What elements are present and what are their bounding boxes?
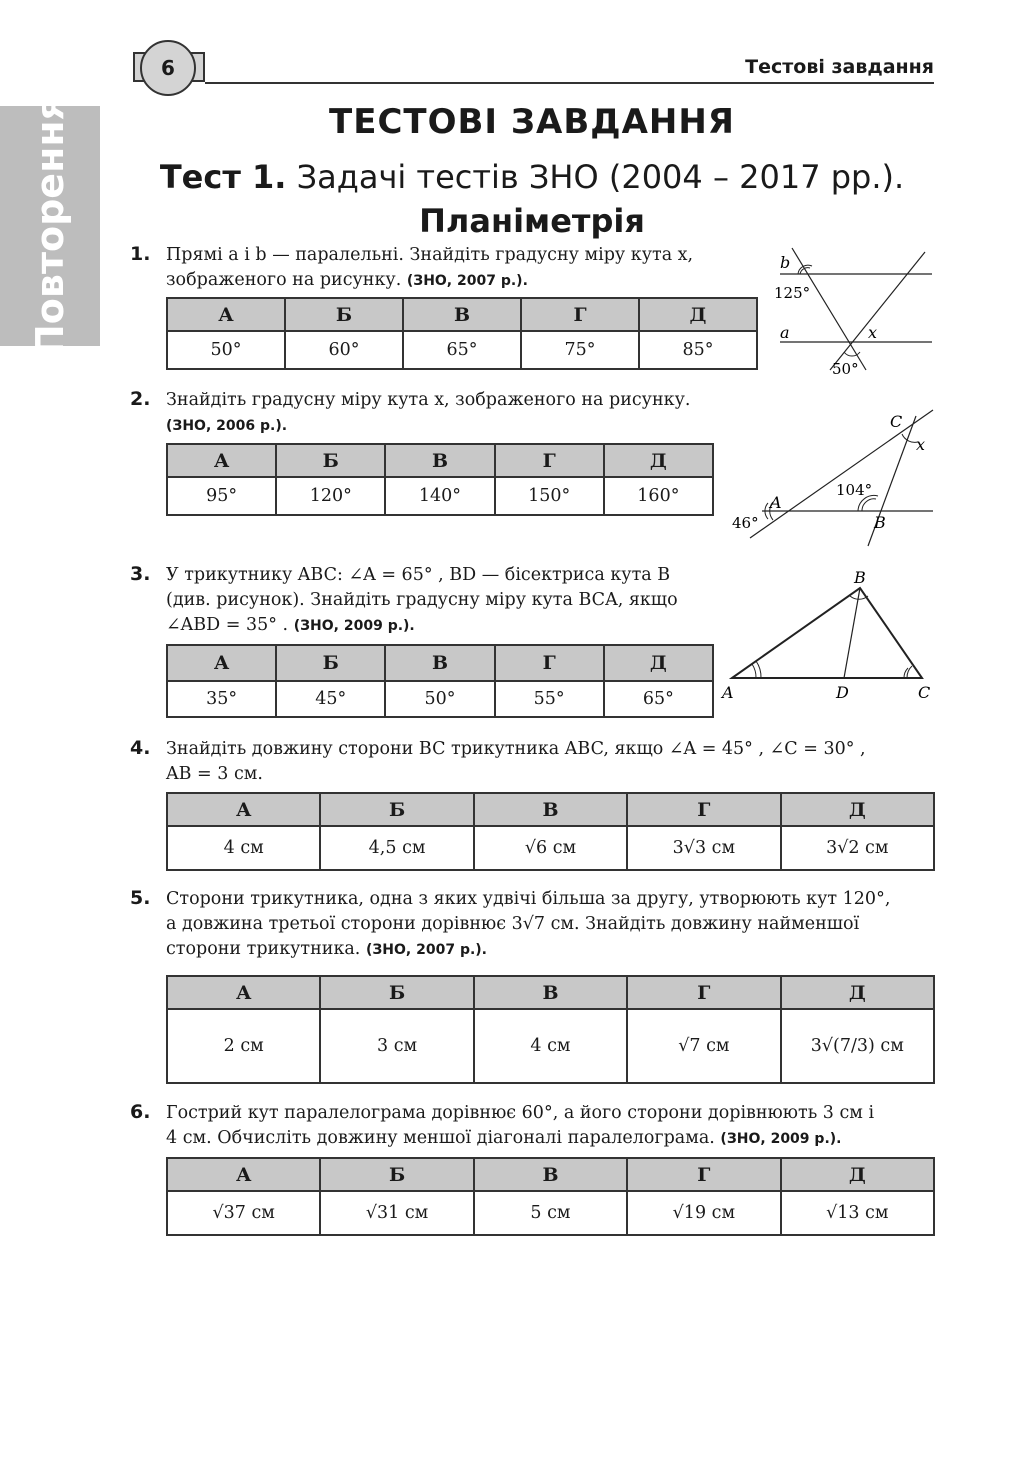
q2-fig-angle2: 46° (732, 514, 759, 532)
option-header: Б (320, 976, 473, 1009)
answer-cell[interactable]: 140° (385, 477, 494, 515)
answer-cell[interactable]: 50° (167, 331, 285, 369)
q1-ref: (ЗНО, 2007 р.). (406, 273, 528, 289)
option-header: Д (781, 793, 934, 826)
option-header: Б (276, 645, 385, 681)
q3-fig-C: C (918, 683, 931, 702)
option-header: А (167, 298, 285, 331)
option-header: Д (604, 645, 713, 681)
q1-fig-angle2: 50° (832, 360, 859, 378)
answer-cell[interactable]: 4,5 см (320, 826, 473, 870)
q4-number: 4. (130, 737, 151, 759)
answer-cell[interactable]: 75° (521, 331, 639, 369)
option-header: Б (276, 444, 385, 477)
answer-cell[interactable]: 60° (285, 331, 403, 369)
option-header: А (167, 444, 276, 477)
answer-cell[interactable]: √6 см (474, 826, 627, 870)
answer-cell[interactable]: 5 см (474, 1191, 627, 1235)
answer-cell[interactable]: 3√3 см (627, 826, 780, 870)
q2-fig-C: C (890, 412, 903, 431)
q5-line1: Сторони трикутника, одна з яких удвічі більша за другу, утворюють кут 120°, (166, 889, 891, 909)
q3-ref: (ЗНО, 2009 р.). (293, 618, 415, 634)
q3-fig-B: B (854, 568, 866, 587)
q1-line2: зображеного на рисунку. (166, 270, 402, 290)
answer-cell[interactable]: 45° (276, 681, 385, 717)
option-header: В (385, 444, 494, 477)
q1-text (166, 243, 766, 294)
page-number: 6 (140, 40, 196, 96)
option-header: В (474, 793, 627, 826)
option-header: Б (285, 298, 403, 331)
option-header: В (403, 298, 521, 331)
q1-fig-b: b (780, 253, 791, 272)
q6-ref: (ЗНО, 2009 р.). (720, 1131, 842, 1147)
answer-cell[interactable]: 120° (276, 477, 385, 515)
q2-answer-table (166, 443, 714, 516)
option-header: В (385, 645, 494, 681)
answer-cell[interactable]: 65° (604, 681, 713, 717)
option-header: Д (781, 976, 934, 1009)
q6-number: 6. (130, 1101, 151, 1123)
q2-figure (728, 400, 938, 550)
q6-text (166, 1101, 936, 1152)
option-header: Г (495, 444, 604, 477)
q2-fig-A: A (770, 493, 782, 512)
q3-text (166, 563, 726, 639)
q4-line2: AB = 3 см. (166, 764, 263, 784)
option-header: В (474, 1158, 627, 1191)
answer-cell[interactable]: √13 см (781, 1191, 934, 1235)
q4-answer-table (166, 792, 935, 871)
q4-line1: Знайдіть довжину сторони BC трикутника ABC, якщо ∠A = 45° , ∠C = 30° , (166, 739, 866, 759)
q5-line2: а довжина третьої сторони дорівнює 3√7 см. Знайдіть довжину найменшої (166, 914, 860, 934)
q1-number: 1. (130, 243, 151, 265)
q3-answer-table (166, 644, 714, 718)
side-tab (0, 96, 100, 356)
option-header: А (167, 793, 320, 826)
q2-text (166, 388, 736, 439)
answer-cell[interactable]: 160° (604, 477, 713, 515)
q2-fig-x: x (916, 435, 926, 454)
header-rule (205, 82, 934, 84)
q3-line1: У трикутнику ABC: ∠A = 65° , BD — бісектриса кута B (166, 565, 671, 585)
q5-number: 5. (130, 887, 151, 909)
q5-ref: (ЗНО, 2007 р.). (365, 942, 488, 958)
test-title-line2: Планіметрія (419, 202, 645, 240)
q6-line1: Гострий кут паралелограма дорівнює 60°, а його сторони дорівнюють 3 см і (166, 1103, 875, 1123)
answer-cell[interactable]: 35° (167, 681, 276, 717)
q3-number: 3. (130, 563, 151, 585)
option-header: Д (604, 444, 713, 477)
q4-text (166, 737, 936, 787)
q3-figure (718, 568, 940, 708)
answer-cell[interactable]: 4 см (474, 1009, 627, 1083)
answer-cell[interactable]: √37 см (167, 1191, 320, 1235)
q3-line2: (див. рисунок). Знайдіть градусну міру кута BCA, якщо (166, 590, 678, 610)
option-header: В (474, 976, 627, 1009)
q1-answer-table (166, 297, 758, 370)
q6-answer-table (166, 1157, 935, 1236)
q3-fig-A: A (722, 683, 734, 702)
answer-cell[interactable]: 3√2 см (781, 826, 934, 870)
running-header: Тестові завдання (745, 56, 934, 78)
answer-cell[interactable]: 3√(7/3) см (781, 1009, 934, 1083)
q5-line3: сторони трикутника. (166, 939, 361, 959)
option-header: Д (639, 298, 757, 331)
option-header: Г (627, 793, 780, 826)
test-title-prefix: Тест 1. (159, 158, 287, 196)
q2-fig-angle1: 104° (836, 481, 873, 499)
q3-fig-D: D (836, 683, 849, 702)
q1-fig-x: x (868, 323, 878, 342)
option-header: А (167, 1158, 320, 1191)
answer-cell[interactable]: 65° (403, 331, 521, 369)
answer-cell[interactable]: 3 см (320, 1009, 473, 1083)
answer-cell[interactable]: 4 см (167, 826, 320, 870)
q2-number: 2. (130, 388, 151, 410)
q1-line1: Прямі a і b — паралельні. Знайдіть градусну міру кута x, (166, 245, 694, 265)
answer-cell[interactable]: 95° (167, 477, 276, 515)
option-header: А (167, 645, 276, 681)
answer-cell[interactable]: √7 см (627, 1009, 780, 1083)
answer-cell[interactable]: √31 см (320, 1191, 473, 1235)
option-header: Г (627, 1158, 780, 1191)
answer-cell[interactable]: √19 см (627, 1191, 780, 1235)
q1-figure (770, 240, 940, 380)
q1-fig-a: a (780, 323, 790, 342)
test-title (110, 155, 954, 243)
option-header: Д (781, 1158, 934, 1191)
answer-cell[interactable]: 85° (639, 331, 757, 369)
test-title-text: Задачі тестів ЗНО (2004 – 2017 рр.). (296, 158, 905, 196)
q2-line1: Знайдіть градусну міру кута x, зображеного на рисунку. (166, 390, 691, 410)
q3-line3: ∠ABD = 35° . (166, 615, 289, 635)
option-header: Г (627, 976, 780, 1009)
q5-text (166, 887, 936, 963)
option-header: Б (320, 793, 473, 826)
option-header: А (167, 976, 320, 1009)
answer-cell[interactable]: 55° (495, 681, 604, 717)
answer-cell[interactable]: 2 см (167, 1009, 320, 1083)
answer-cell[interactable]: 50° (385, 681, 494, 717)
main-title: ТЕСТОВІ ЗАВДАННЯ (329, 102, 735, 142)
q5-answer-table (166, 975, 935, 1084)
side-tab-label: Повторення (28, 96, 72, 356)
q1-fig-angle1: 125° (774, 284, 811, 302)
option-header: Г (495, 645, 604, 681)
answer-cell[interactable]: 150° (495, 477, 604, 515)
q2-ref: (ЗНО, 2006 р.). (166, 418, 288, 434)
option-header: Б (320, 1158, 473, 1191)
q6-line2: 4 см. Обчисліть довжину меншої діагоналі паралелограма. (166, 1128, 715, 1148)
q2-fig-B: B (874, 513, 886, 532)
option-header: Г (521, 298, 639, 331)
